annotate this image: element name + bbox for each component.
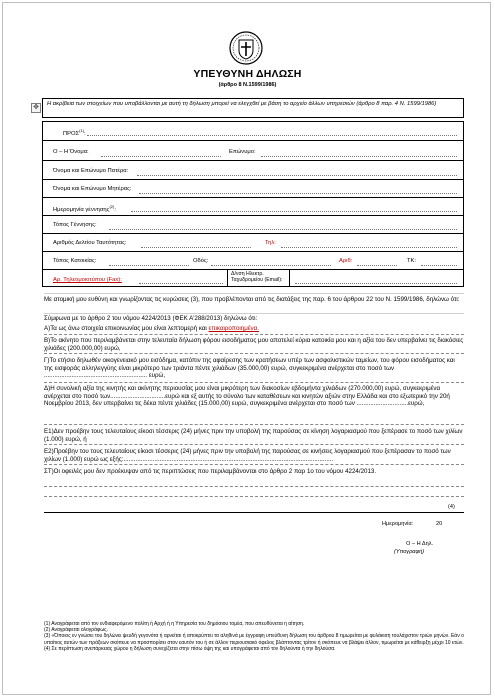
document-title: ΥΠΕΥΘΥΝΗ ΔΗΛΩΣΗ (193, 68, 302, 80)
greek-coat-of-arms-icon (228, 30, 264, 66)
recipient-field[interactable] (87, 135, 457, 136)
continuation-marker: (4) (448, 504, 455, 510)
mother-name-field[interactable] (139, 193, 457, 194)
footnote-1: (1) Αναγράφεται από τον ενδιαφερόμενο πολίτη ή Αρχή ή η Υπηρεσία του δημόσιου τομέα, που απευθύνεται η αίτηση. (44, 621, 305, 627)
name-field[interactable] (101, 156, 221, 157)
id-number-field[interactable] (141, 247, 251, 248)
fax-label: Αρ. Τηλεομοιοτύπου (Fax): (53, 277, 122, 283)
street-label: Οδός: (193, 258, 209, 264)
phone-field[interactable] (281, 247, 457, 248)
recipient-label: ΠΡΟΣ$^{(1)}$: (63, 128, 86, 137)
phone-label: Τηλ: (265, 240, 276, 246)
email-label: Δ/νση Ηλεκτρ. Ταχυδρομείου (Εmail): (231, 271, 283, 283)
item-a: Α)Τα ως άνω στοιχεία επικοινωνίας μου είναι λεπτομερή και επικαιροποιημένα. (44, 325, 259, 332)
birthdate-label: Ημερομηνία γέννησης$^{(2)}$: (53, 204, 116, 213)
item-d: Δ)Η συνολική αξία της κινητής και ακίνητης περιουσίας μου είναι μικρότερη των διακοσίων εβδομήντα χιλιάδων (270.000,00) ευρώ, συγκεκριμένα ανέρχεται στο ποσό των................................ευρώ και εξ αυτής το σύνολο των καταθέσεων και κινητών αξιών στην Ελλάδα και στο εξωτερικό την 20ή Νοεμβρίου 2013, δεν υπερβαίνει τις δέκα πέντε χιλιάδες (15.000,00) ευρώ, συγκεκριμένα ανέρχεται στο ποσό των ..............................ευρώ, (44, 385, 450, 408)
footnotes (44, 621, 464, 652)
birthplace-label: Τόπος Γέννησης: (53, 222, 97, 228)
surname-field[interactable] (261, 156, 457, 157)
surname-label: Επώνυμο: (229, 149, 256, 155)
birthplace-field[interactable] (109, 229, 457, 230)
declarant-label: Ο – Η Δηλ. (406, 541, 434, 547)
accuracy-notice: Η ακρίβεια των στοιχείων που υποβάλλονται με αυτή τη δήλωση μπορεί να ελεγχθεί με βάση το αρχείο άλλων υπηρεσιών (άρθρο 8 παρ. 4 Ν. 1599/1986) (42, 98, 464, 118)
table-move-handle-icon[interactable]: ✥ (31, 103, 41, 113)
document-subtitle: (άρθρο 8 Ν.1599/1986) (218, 82, 277, 88)
declaration-intro: Με ατομική μου ευθύνη και γνωρίζοντας τις κυρώσεις (3), που προβλέπονται από τις διατάξεις της παρ. 6 του άρθρου 22 του Ν. 1599/1986, δηλώνω ότι: (44, 296, 460, 303)
id-number-label: Αριθμός Δελτίου Ταυτότητας: (53, 240, 127, 246)
postal-code-field[interactable] (421, 265, 457, 266)
date-year: 20 (436, 521, 443, 527)
item-e2: Ε2)Προέβην του τους τελευταίους είκοσι τέσσερις (24) μήνες πριν την υποβολή της παρούσας σε κινήσεις λογαριασμού που ξεπέρασαν το ποσό των χιλίων (1.000) ευρώ ως εξής:.......................................................................................................................... (44, 448, 451, 463)
item-e1: Ε1)Δεν προέβην τους τελευταίους είκοσι τέσσερις (24) μήνες πριν την υποβολή της παρούσας σε κίνηση λογαριασμού που ξεπέρασε το ποσό των χιλίων (1.000) ευρώ, ή (44, 428, 463, 443)
footnote-2: (2) Αναγράφεται ολογράφως. (44, 627, 108, 634)
residence-field[interactable] (109, 265, 189, 266)
item-st: ΣΤ)Οι οφειλές μου δεν προέκυψαν από τις περιπτώσεις που περιλαμβάνονται στο άρθρο 2 παρ 1ο του νόμου 4224/2013. (44, 468, 377, 475)
father-name-label: Όνομα και Επώνυμο Πατέρα: (53, 168, 129, 174)
item-b: Β)Το ακίνητο που περιλαμβάνεται στην τελευταία δήλωση φόρου εισοδήματος μου αποτελεί κύρια κατοικία μου και η αξία του δεν υπερβαίνει τις διακόσιες χιλιάδες (200.000,00) ευρώ, (44, 337, 464, 352)
street-field[interactable] (211, 265, 331, 266)
signature-hint: (Υπογραφή) (394, 549, 425, 555)
footnote-3: (3) «Όποιος εν γνώσει του δηλώνει ψευδή γεγονότα ή αρνείται ή αποκρύπτει τα αληθινά με έγγραφη υπεύθυνη δήλωση του άρθρου 8 τιμωρείται με φυλάκιση τουλάχιστον τριών μηνών. Εάν ο υπαίτιος αυτών των πράξεων σκόπευε να προσπορίσει στον εαυτόν του ή σε άλλον περιουσιακό όφελος βλάπτοντας τρίτον ή σκόπευε να βλάψει άλλον, τιμωρείται με κάθειρξη μέχρι 10 ετών. (44, 633, 464, 646)
name-label: Ο – Η Όνομα: (53, 149, 89, 155)
law-reference: Σύμφωνα με το άρθρο 2 του νόμου 4224/2013 (ΦΕΚ Α'288/2013) δηλώνω ότι: (44, 315, 258, 322)
footnote-4: (4) Σε περίπτωση ανεπάρκειας χώρου η δήλωση συνεχίζεται στην πίσω όψη της και υπογράφεται από τον δηλούντα ή την δηλούσα. (44, 645, 336, 652)
item-c: Γ)Το ετήσιο δηλωθέν οικογενειακό μου εισόδημα, κατόπιν της αφαίρεσης των κρατήσεων υπέρ των ασφαλιστικών ταμείων, του φόρου εισοδήματος και της εισφοράς αλληλεγγύης είναι μικρότερο των τριάντα πέντε χιλιάδων (35.000,00) ευρώ, συγκεκριμένα ανέρχεται στο ποσό των ............................................................ ευρώ, (44, 357, 455, 380)
father-name-field[interactable] (137, 175, 457, 176)
fax-field[interactable] (139, 283, 223, 284)
postal-code-label: ΤΚ: (407, 258, 417, 264)
personal-details-form (42, 121, 464, 287)
street-number-field[interactable] (357, 265, 397, 266)
residence-label: Τόπος Κατοικίας: (53, 258, 97, 264)
mother-name-label: Όνομα και Επώνυμο Μητέρας: (53, 186, 132, 192)
date-label: Ημερομηνία: (382, 521, 414, 527)
street-number-label: Αριθ: (339, 258, 353, 264)
email-field[interactable] (295, 283, 457, 284)
birthdate-field[interactable] (131, 211, 457, 212)
